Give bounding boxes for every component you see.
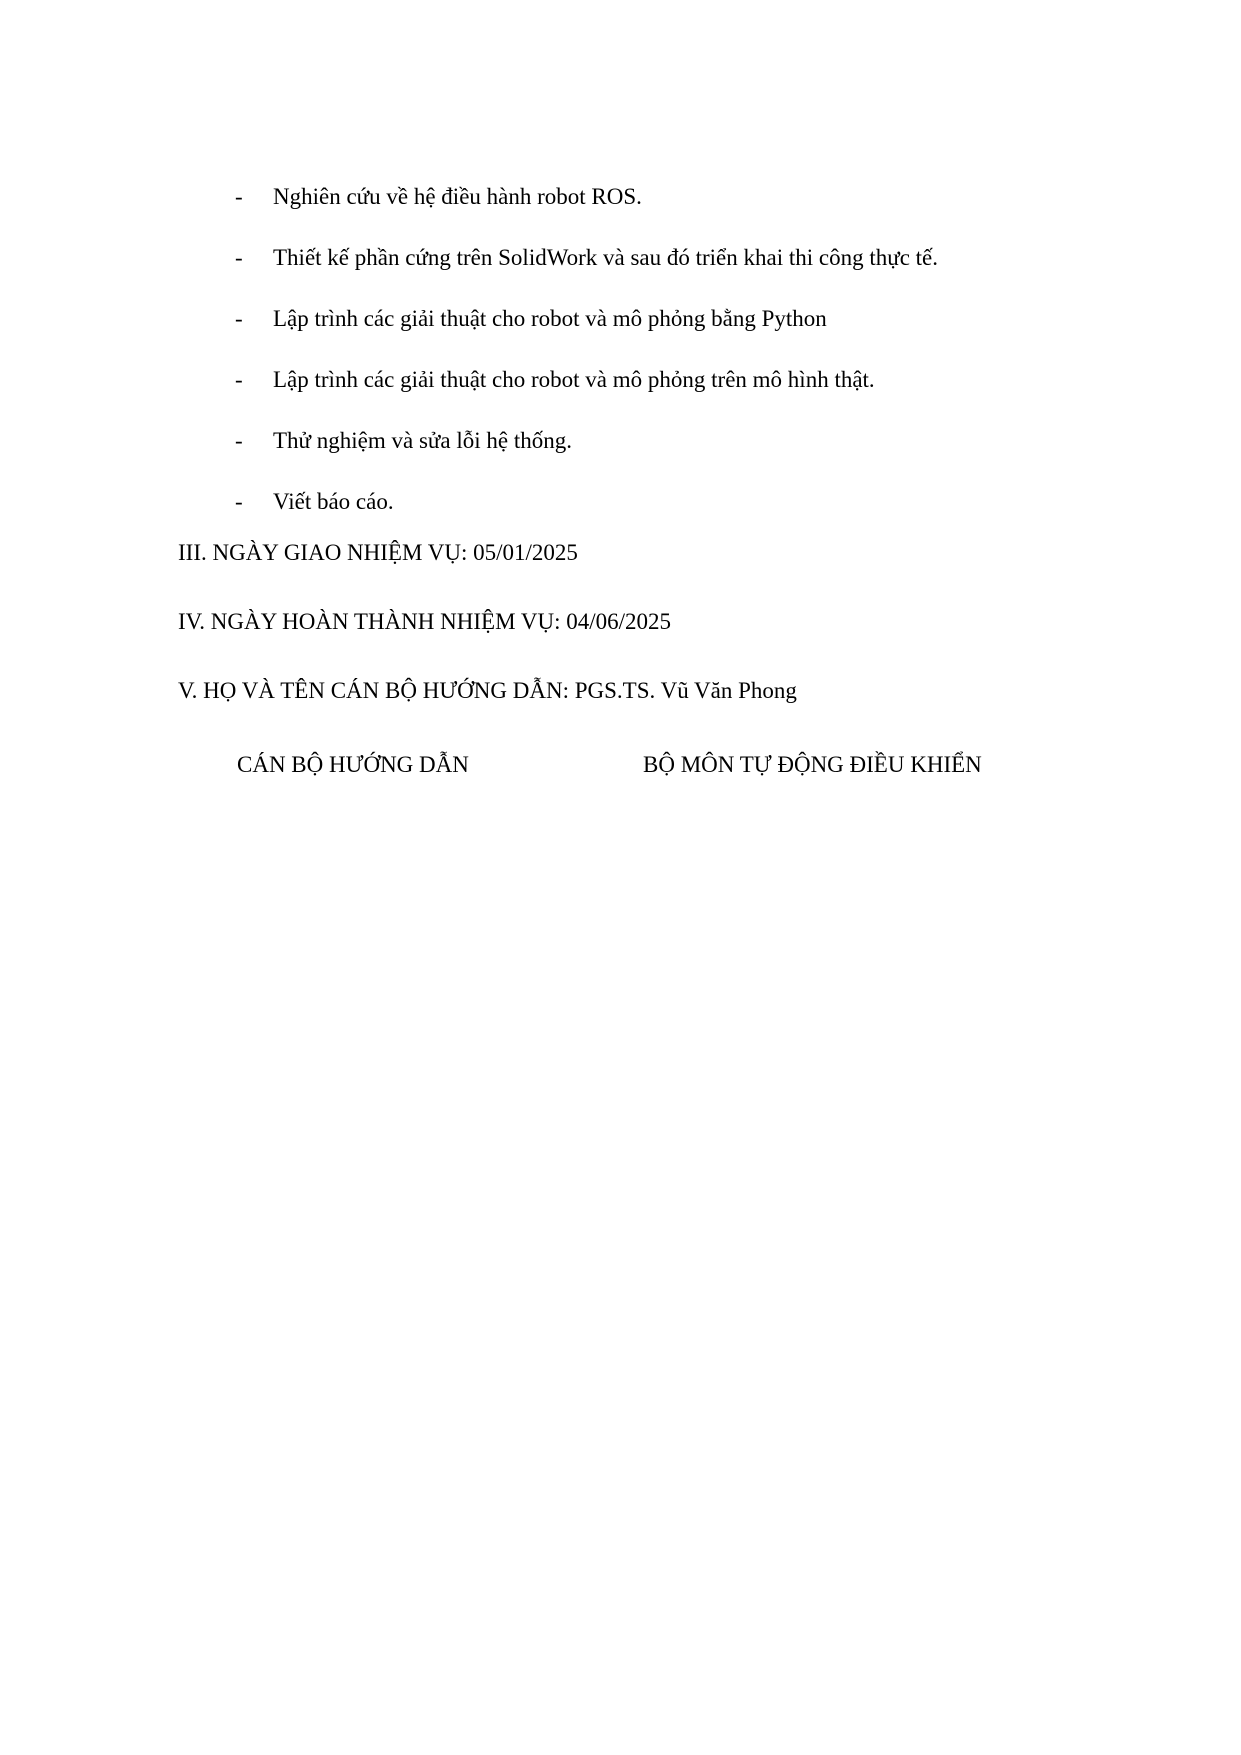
bullet-dash: - — [235, 428, 243, 453]
bullet-dash: - — [235, 367, 243, 392]
supervisor-signature-title: CÁN BỘ HƯỚNG DẪN — [237, 752, 469, 777]
supervisor-line: V. HỌ VÀ TÊN CÁN BỘ HƯỚNG DẪN: PGS.TS. Vũ Văn Phong — [178, 678, 797, 703]
task-item — [0, 363, 1241, 397]
task-text: Thiết kế phần cứng trên SolidWork và sau đó triển khai thi công thực tế. — [273, 245, 939, 270]
task-item — [0, 485, 1241, 519]
bullet-dash: - — [235, 306, 243, 331]
task-item — [0, 302, 1241, 336]
department-signature-title: BỘ MÔN TỰ ĐỘNG ĐIỀU KHIỂN — [643, 752, 982, 777]
task-item — [0, 241, 1241, 275]
task-text: Lập trình các giải thuật cho robot và mô phỏng trên mô hình thật. — [273, 367, 875, 392]
task-text: Viết báo cáo. — [273, 489, 394, 514]
bullet-dash: - — [235, 245, 243, 270]
task-item — [0, 180, 1241, 214]
complete-date-line: IV. NGÀY HOÀN THÀNH NHIỆM VỤ: 04/06/2025 — [178, 609, 672, 634]
task-text: Nghiên cứu về hệ điều hành robot ROS. — [273, 184, 642, 209]
assign-date-line: III. NGÀY GIAO NHIỆM VỤ: 05/01/2025 — [178, 540, 578, 565]
task-item — [0, 424, 1241, 458]
bullet-dash: - — [235, 184, 243, 209]
bullet-dash: - — [235, 489, 243, 514]
task-text: Lập trình các giải thuật cho robot và mô phỏng bằng Python — [273, 306, 827, 331]
task-text: Thử nghiệm và sửa lỗi hệ thống. — [273, 428, 572, 453]
